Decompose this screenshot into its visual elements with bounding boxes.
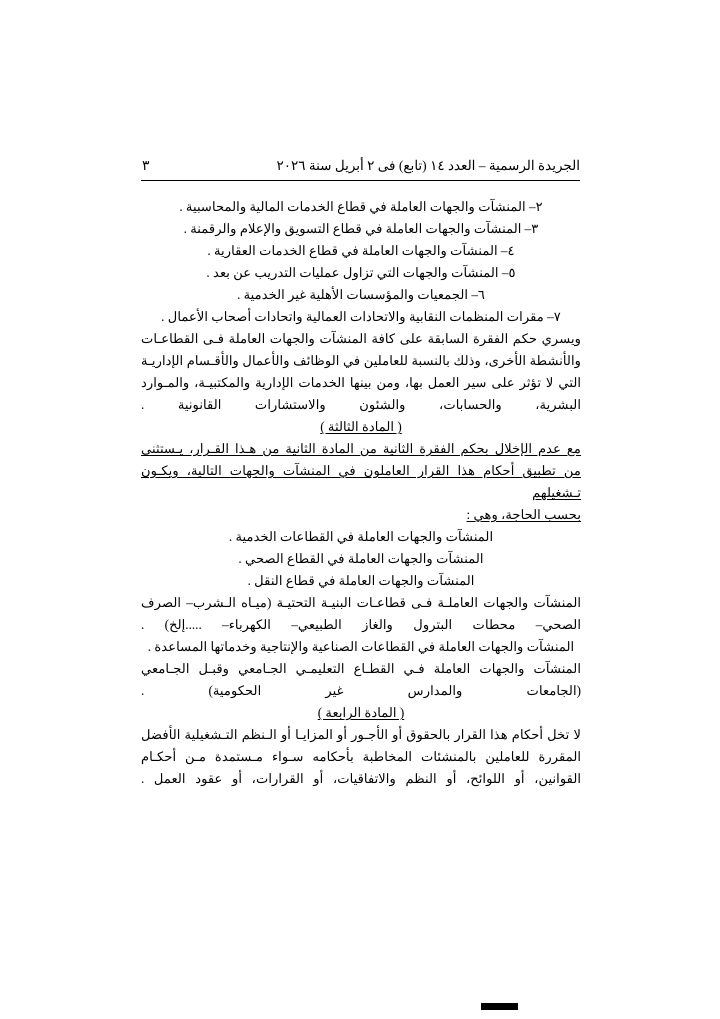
list-item: ٢– المنشآت والجهات العاملة في قطاع الخدمات المالية والمحاسبية .: [179, 199, 543, 214]
article-three-heading-text: ( المادة الثالثة ): [320, 419, 402, 434]
article-four-heading-text: ( المادة الرابعة ): [317, 705, 405, 720]
article-three-item: المنشآت والجهات العاملة في القطاع الصحي .: [238, 551, 484, 566]
article-three-item-long: المنشآت والجهات العاملـة فـى قطاعـات البنيـة التحتيـة (ميـاه الـشرب– الصرف الصحي– محطات البترول والغاز الطبيعي– الكهرباء– .....إلخ) .: [141, 595, 581, 632]
list-item: ٤– المنشآت والجهات العاملة في قطاع الخدمات العقارية .: [207, 243, 515, 258]
header-divider: [141, 180, 580, 181]
document-body: [141, 196, 581, 790]
article-three-heading: [141, 416, 581, 438]
article-three-item-long: المنشآت والجهات العاملة في القطاعات الصناعية والإنتاجية وخدماتها المساعدة .: [147, 639, 575, 654]
list-item: ٧– مقرات المنظمات النقابية والاتحادات العمالية واتحادات أصحاب الأعمال .: [161, 309, 561, 324]
article-four-heading: [141, 702, 581, 724]
header-title: الجريدة الرسمية – العدد ١٤ (تابع) فى ٢ أبريل سنة ٢٠٢٦: [276, 158, 580, 173]
article-three-intro-line-2: من تطبيق أحكام هذا القرار العاملون في المنشآت والجهات التالية، ويكـون تـشغيلهم: [141, 463, 581, 500]
article-three-intro-line-3: بحسب الحاجة، وهي :: [466, 507, 581, 522]
article-four-paragraph: لا تخل أحكام هذا القرار بالحقوق أو الأجـور أو المزايـا أو الـنظم التـشغيلية الأفضل المقررة للعاملين بالمنشئات المخاطبة بأحكامه سـواء مـستمدة مـن أحكـام القوانين، أو اللوائح، أو النظم والاتفاقيات، أو القرارات، أو عقود العمل .: [141, 727, 581, 786]
article-three-item-long: المنشآت والجهات العاملة فـي القطـاع التعليمـي الجـامعي وقبـل الجـامعي (الجامعات والمدارس غير الحكومية) .: [141, 661, 581, 698]
page-number: ٣: [142, 159, 150, 174]
page-footer-mark: [481, 1003, 518, 1010]
article-three-item: المنشآت والجهات العاملة في القطاعات الخدمية .: [228, 529, 494, 544]
page-header: [140, 158, 580, 175]
paragraph-one: ويسري حكم الفقرة السابقة على كافة المنشآت والجهات العاملة فـى القطاعـات والأنشطة الأخرى، وذلك بالنسبة للعاملين في الوظائف والأعمال والأقـسام الإداريـة التي لا تؤثر على سير العمل بها، ومن بينها الخدمات الإدارية والمكتبيـة، والمـوارد البشرية، والحسابات، والشئون والاستشارات القانونية .: [141, 331, 581, 412]
list-item: ٦– الجمعيات والمؤسسات الأهلية غير الخدمية .: [236, 287, 486, 302]
article-three-item: المنشآت والجهات العاملة في قطاع النقل .: [247, 573, 475, 588]
list-item: ٥– المنشآت والجهات التي تزاول عمليات التدريب عن بعد .: [206, 265, 516, 280]
article-three-intro-line-1: مع عدم الإخلال بحكم الفقرة الثانية من المادة الثانية من هـذا القـرار، يـستثنى: [141, 441, 581, 456]
list-item: ٣– المنشآت والجهات العاملة في قطاع التسويق والإعلام والرقمنة .: [183, 221, 539, 236]
